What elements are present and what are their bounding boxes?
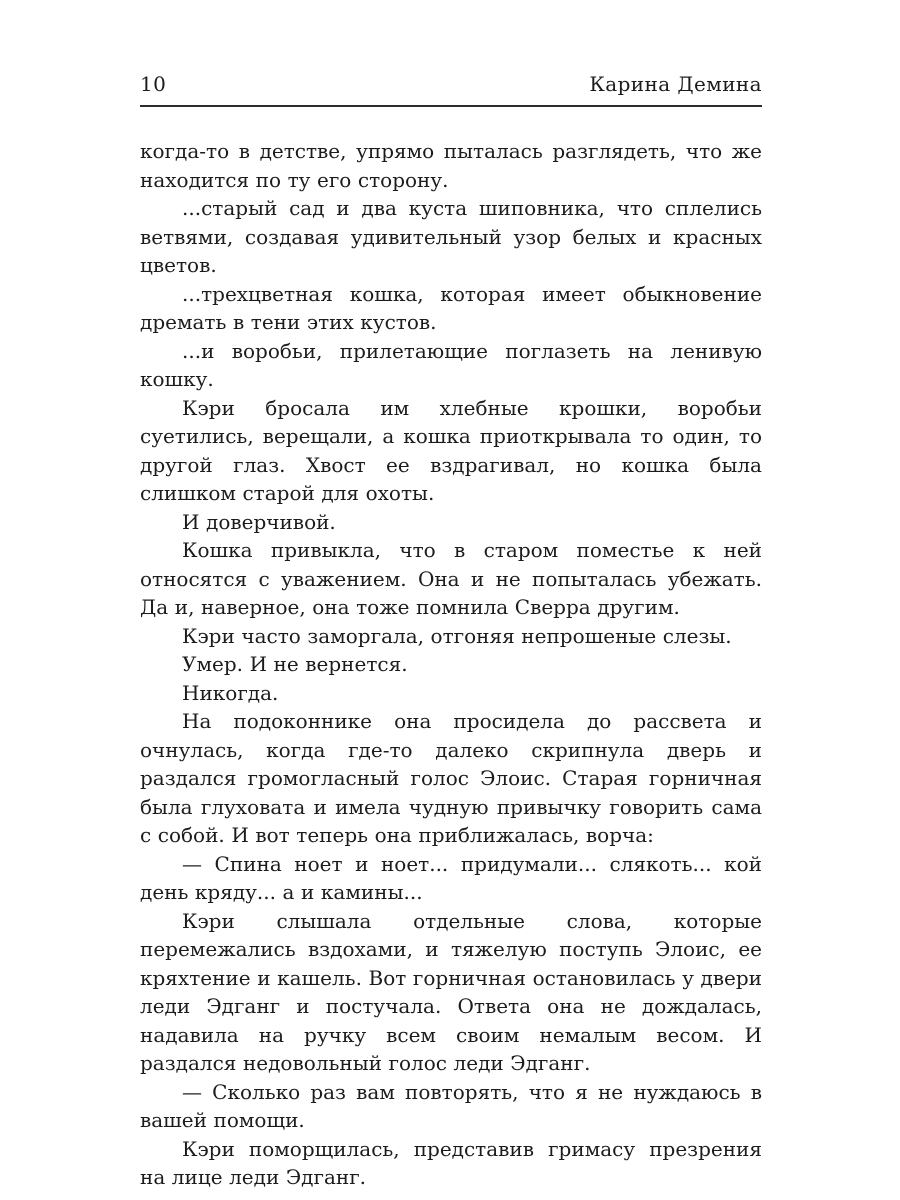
page-number: 10 — [140, 72, 167, 96]
paragraph: И доверчивой. — [182, 509, 336, 534]
body-text — [140, 137, 762, 1192]
paragraph: Умер. И не вернется. — [182, 652, 408, 676]
page-header — [140, 72, 762, 105]
author-name: Карина Демина — [589, 72, 762, 96]
paragraph: ...старый сад и два куста шиповника, что сплелись ветвями, создавая удивительный узор белых и красных цветов. — [140, 196, 762, 277]
paragraph: Кэри поморщилась, представив гримасу презрения на лице леди Эдганг. — [140, 1136, 762, 1189]
paragraph: ...и воробьи, прилетающие поглазеть на ленивую кошку. — [140, 338, 762, 391]
paragraph: На подоконнике она просидела до рассвета и очнулась, когда где-то далеко скрипнула дверь и раздался громогласный голос Элоис. Старая горничная была глуховата и имела чудную привычку говорить сама с собой. И вот теперь она приближалась, ворча: — [140, 709, 762, 847]
paragraph: Кэри часто заморгала, отгоняя непрошеные слезы. — [182, 623, 732, 648]
header-rule — [140, 105, 762, 107]
paragraph: Никогда. — [182, 680, 279, 705]
paragraph: Кэри бросала им хлебные крошки, воробьи суетились, верещали, а кошка приоткрывала то один, то другой глаз. Хвост ее вздрагивал, но кошка была слишком старой для охоты. — [140, 395, 762, 505]
paragraph: Кошка привыкла, что в старом поместье к ней относятся с уважением. Она и не попыталась убежать. Да и, наверное, она тоже помнила Сверра другим. — [140, 538, 762, 619]
paragraph: ...трехцветная кошка, которая имеет обыкновение дремать в тени этих кустов. — [140, 281, 762, 334]
paragraph: — Спина ноет и ноет... придумали... слякоть... кой день кряду... а и камины... — [140, 851, 762, 904]
paragraph: когда-то в детстве, упрямо пыталась разглядеть, что же находится по ту его сторону. — [140, 139, 762, 192]
paragraph: Кэри слышала отдельные слова, которые перемежались вздохами, и тяжелую поступь Элоис, ее кряхтение и кашель. Вот горничная остановилась у двери леди Эдганг и постучала. Ответа она не дождалась, надавила на ручку всем своим немалым весом. И раздался недовольный голос леди Эдганг. — [140, 908, 762, 1075]
paragraph: — Сколько раз вам повторять, что я не нуждаюсь в вашей помощи. — [140, 1079, 762, 1132]
